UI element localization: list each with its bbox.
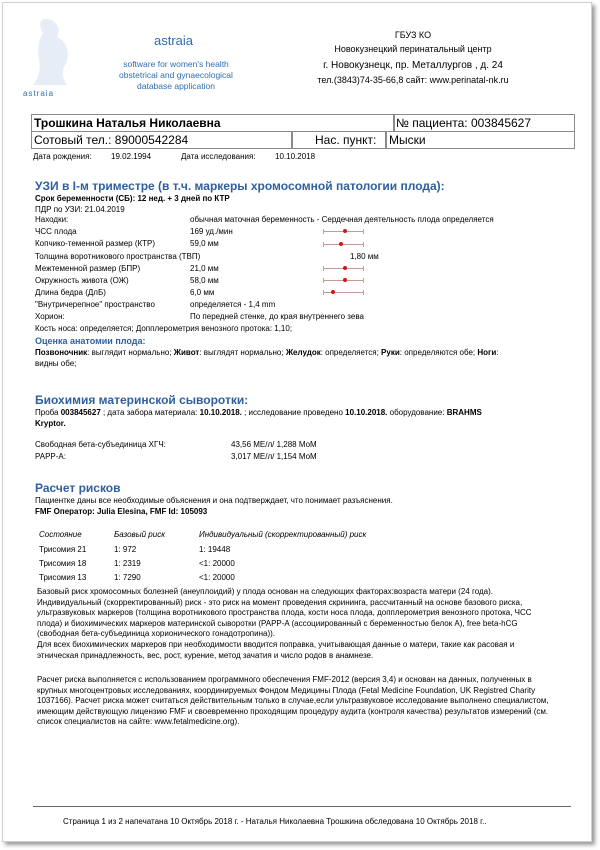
marker-track: [323, 244, 363, 245]
anatomy-title: Оценка анатомии плода:: [35, 336, 146, 346]
risk-row-0-individual: 1: 19448: [199, 545, 231, 554]
anatomy-key-3: Руки: [381, 348, 400, 357]
pdr: ПДР по УЗИ: 21.04.2019: [35, 205, 125, 214]
tagline-1: software for women's health: [123, 59, 229, 69]
us-label-0: Находки:: [35, 215, 69, 224]
us-label-1: ЧСС плода: [35, 227, 77, 236]
us-value-7: определяется - 1,4 mm: [190, 300, 276, 309]
risk-row-0-base: 1: 972: [114, 545, 137, 554]
sample-done: 10.10.2018.: [345, 408, 388, 417]
biochem-p2: ; дата забора материала:: [100, 408, 200, 417]
risk-note: Пациентке даны все необходимые объяснения и она подтверждает, что понимает разъяснения.: [35, 496, 393, 505]
marker-dot: [339, 242, 343, 246]
page-footer: Страница 1 из 2 напечатана 10 Октябрь 2018 г. - Наталья Николаевна Трошкина обследована 10 Октябрь 2018 г..: [63, 817, 487, 826]
dob-value: 19.02.1994: [111, 152, 152, 161]
us-label-2: Копчико-теменной размер (КТР): [35, 239, 156, 248]
astraia-logo: [17, 15, 81, 101]
logo-text: astraia: [23, 89, 55, 98]
anatomy-val-3: : определяются обе;: [399, 348, 478, 357]
anatomy-key-1: Живот: [173, 348, 200, 357]
bio-label-1: PAPP-A:: [35, 452, 66, 461]
marker-tick: [363, 229, 364, 234]
us-label-8: Хорион:: [35, 312, 65, 321]
marker-tick: [363, 242, 364, 247]
anatomy-val-0: : выглядит нормально;: [87, 348, 174, 357]
marker-track: [323, 292, 363, 293]
us-label-6: Длина бедра (ДлБ): [35, 288, 106, 297]
risk-row-1-individual: <1: 20000: [199, 559, 235, 568]
report-page: [2, 2, 592, 842]
risk-header-base: Базовый риск: [114, 530, 165, 539]
risk-row-0-condition: Трисомия 21: [39, 545, 87, 554]
risk-explanation-2: Для всех биохимических маркеров при необходимости вводится поправка, учитывающая данные о матери, такие как расовая и этническая принадлежность, вес, рост, курение, метод зачатия и число родов в анамнезе.: [37, 640, 515, 660]
anatomy-val-2: : определяется;: [320, 348, 382, 357]
us-value-8: По передней стенке, до края внутреннего зева: [190, 312, 364, 321]
tagline-2: obstetrical and gynaecological: [119, 70, 233, 80]
risk-row-2-base: 1: 7290: [114, 573, 141, 582]
bio-value-0: 43,56 МЕ/л/ 1,288 МоМ: [231, 440, 317, 449]
us-label-3: Толщина воротникового пространства (ТВП): [35, 252, 201, 261]
risk-row-1-condition: Трисомия 18: [39, 559, 87, 568]
locality-label: Нас. пункт:: [315, 133, 377, 147]
risk-title: Расчет рисков: [35, 481, 121, 495]
us-label-7: "Внутричерепное" пространство: [35, 300, 155, 309]
risk-header-condition: Состояние: [39, 530, 82, 539]
marker-tick: [323, 290, 324, 295]
org-center: Новокузнецкий перинатальный центр: [334, 44, 492, 54]
biochem-title: Биохимия материнской сыворотки:: [35, 393, 249, 407]
biochem-p3: ; исследование проведено: [241, 408, 346, 417]
anatomy-tail: видны обе;: [35, 359, 77, 368]
bio-label-0: Свободная бета-субъединица ХГЧ:: [35, 440, 166, 449]
us-value-1: 169 уд./мин: [190, 227, 233, 236]
anatomy-key-0: Позвоночник: [35, 348, 88, 357]
exam-value: 10.10.2018: [275, 152, 316, 161]
risk-row-2-individual: <1: 20000: [199, 573, 235, 582]
marker-tick: [363, 290, 364, 295]
biochem-line: [35, 408, 482, 417]
org-address: г. Новокузнецк, пр. Металлургов , д. 24: [323, 60, 503, 71]
patient-name: Трошкина Наталья Николаевна: [34, 116, 221, 130]
biochem-p4: оборудование:: [387, 408, 447, 417]
marker-dot: [331, 290, 335, 294]
org-name: ГБУЗ КО: [394, 30, 432, 40]
us-value-3: 1,80 мм: [350, 252, 379, 261]
org-contacts: тел.(3843)74-35-66,8 сайт: www.perinatal-nk.ru: [317, 75, 509, 85]
anatomy-key-2: Желудок: [285, 348, 321, 357]
brand-name: astraia: [154, 33, 194, 48]
patient-phone: Сотовый тел.: 89000542284: [34, 133, 189, 147]
equipment-2: Kryptor.: [35, 419, 66, 428]
marker-dot: [343, 229, 347, 233]
risk-row-2-condition: Трисомия 13: [39, 573, 87, 582]
us-value-2: 59,0 мм: [190, 239, 219, 248]
biochem-p1: Проба: [35, 408, 61, 417]
us-label-5: Окружность живота (ОЖ): [35, 276, 129, 285]
nose-doppler: Кость носа: определяется; Допплерометрия венозного протока: 1,10;: [35, 324, 293, 333]
anatomy-key-4: Ноги: [477, 348, 497, 357]
marker-tick: [363, 278, 364, 283]
us-value-4: 21,0 мм: [190, 264, 219, 273]
ultrasound-title: УЗИ в I-м триместре (в т.ч. маркеры хромосомной патологии плода):: [35, 179, 445, 193]
marker-dot: [343, 266, 347, 270]
exam-label: Дата исследования:: [181, 152, 256, 161]
marker-tick: [323, 266, 324, 271]
marker-tick: [363, 266, 364, 271]
equipment-1: BRAHMS: [446, 408, 482, 417]
anatomy-line: [35, 348, 499, 357]
anatomy-val-1: : выглядят нормально;: [199, 348, 286, 357]
tagline-3: database application: [137, 81, 215, 91]
bio-value-1: 3,017 МЕ/л/ 1,154 МоМ: [231, 452, 317, 461]
us-label-4: Межтеменной размер (БПР): [35, 264, 141, 273]
risk-row-1-base: 1: 2319: [114, 559, 141, 568]
marker-tick: [323, 242, 324, 247]
sample-number: 003845627: [60, 408, 101, 417]
us-value-0: обычная маточная беременность - Сердечная деятельность плода определяется: [190, 215, 494, 224]
patient-number: № пациента: 003845627: [396, 116, 532, 130]
marker-tick: [323, 229, 324, 234]
marker-dot: [343, 278, 347, 282]
sample-taken: 10.10.2018.: [199, 408, 242, 417]
locality-value: Мыски: [389, 133, 426, 147]
dob-label: Дата рождения:: [33, 152, 92, 161]
us-value-5: 58,0 мм: [190, 276, 219, 285]
risk-explanation-1: Базовый риск хромосомных болезней (анеуплоидий) у плода основан на следующих факторах:возраста матери (24 года). Индивидуальный (скорректированный) риск - это риск на момент проведения скрининга, рассчитанный на основе базового риска, ультразвуковых маркеров (толщина воротникового пространства плода, кости носа плода, допплерометрия венозного протока, ЧСС плода) и биохимических маркеров материнской сыворотки (PAPP-A (ассоциированный с беременностью белок А), free beta-hCG (свободная бета-субъединица хорионического гонадотропина)).: [37, 587, 532, 638]
us-value-6: 6,0 мм: [190, 288, 215, 297]
marker-tick: [323, 278, 324, 283]
anatomy-val-4: :: [496, 348, 499, 357]
fmf-operator: FMF Оператор: Julia Elesina, FMF Id: 105093: [35, 507, 208, 516]
footer-divider: [33, 806, 571, 807]
risk-header-individual: Индивидуальный (скорректированный) риск: [199, 530, 367, 539]
term: Срок беременности (СБ): 12 нед. + 3 дней по КТР: [35, 194, 230, 203]
risk-explanation-3: Расчет риска выполняется с использованием программного обеспечения FMF-2012 (версия 3,4) и основан на данных, полученных в крупных многоцентровых исследованиях, координируемых Фондом Медицины Плода (Fetal Medicine Foundation, UK Registred Charity 1037166). Расчет риска может считаться действительным только в случае,если ультразвуковое исследование выполнено специалистом, имеющим действующую лицензию FMF и своевременно проходящим процедуру аудита (контроля качества) результатов измерений (см. список специалистов на сайте: www.fetalmedicine.org).: [37, 675, 549, 726]
